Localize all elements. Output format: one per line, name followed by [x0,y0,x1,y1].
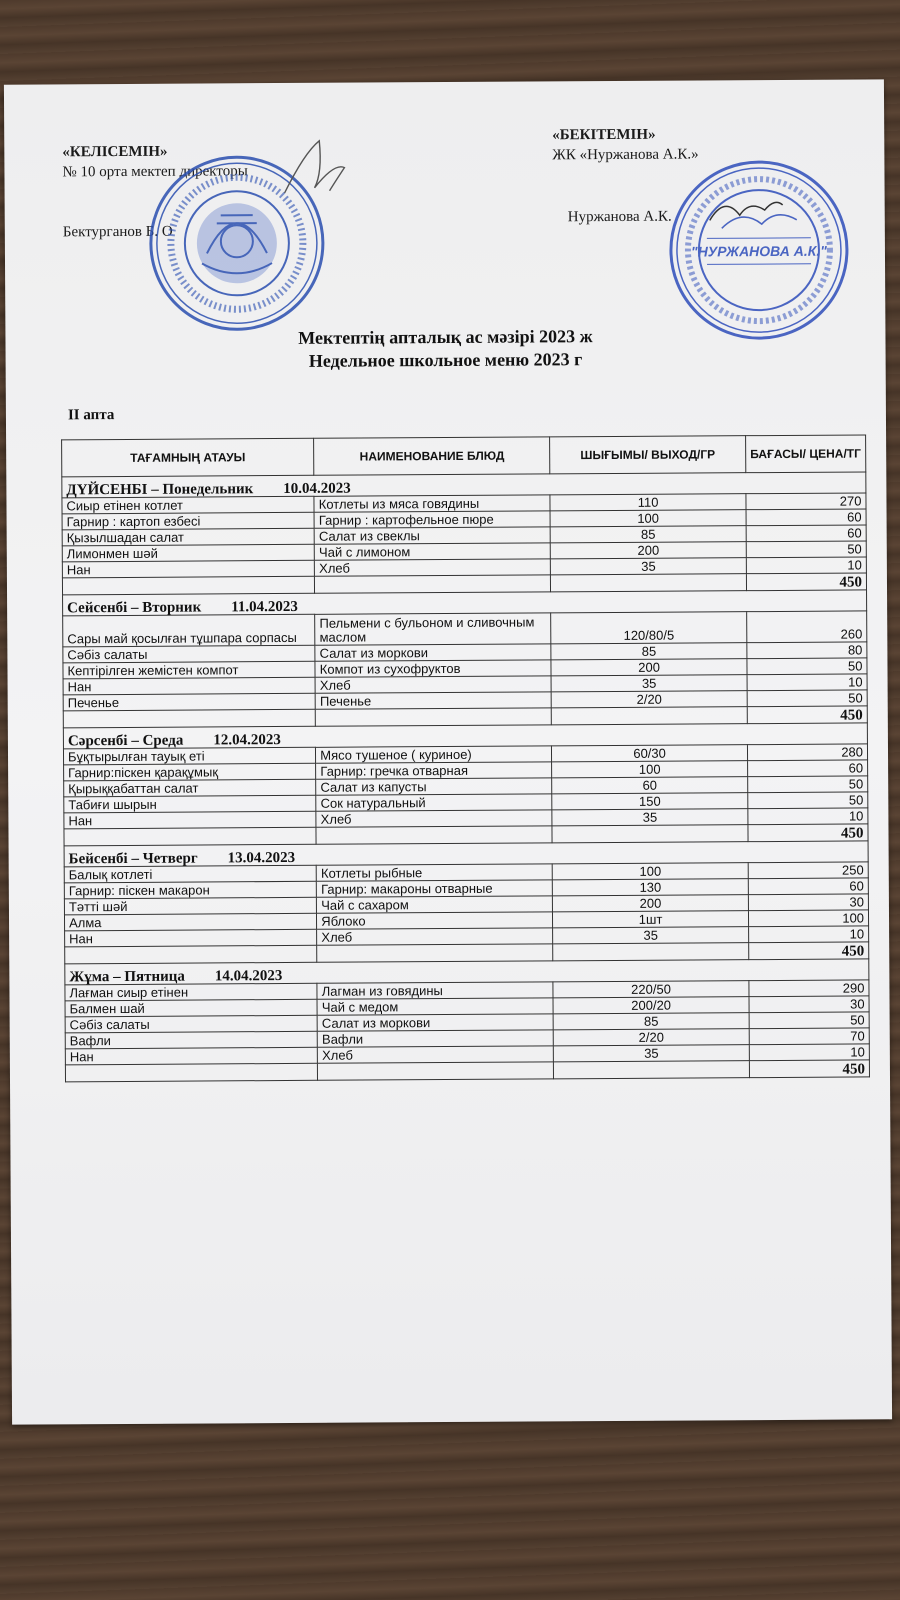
dish-output: 100 [552,761,747,778]
empty-cell [318,1062,554,1080]
dish-name-ru: Хлеб [317,928,553,945]
dish-output: 85 [551,643,746,660]
dish-price: 10 [746,557,866,574]
dish-output: 200 [551,659,746,676]
dish-name-kz: Сиыр етінен котлет [62,496,314,514]
day-total: 450 [748,824,868,842]
dish-price: 50 [746,541,866,558]
dish-output: 35 [551,558,746,575]
day-date: 10.04.2023 [283,480,351,498]
dish-output: 110 [550,494,745,511]
dish-name-ru: Хлеб [316,810,552,827]
day-date: 11.04.2023 [231,598,298,616]
dish-price: 100 [748,910,868,927]
left-approval-title: «КЕЛІСЕМІН» [62,143,168,161]
table-header-row [62,435,866,477]
entrepreneur-seal-stamp [666,158,852,344]
day-name: Бейсенбі – Четверг [68,850,198,868]
menu-title-kz: Мектептің апталық ас мәзірі 2023 ж [298,326,593,348]
dish-name-kz: Гарнир: піскен макарон [64,881,316,899]
dish-price: 50 [749,1012,869,1029]
dish-price: 60 [747,760,867,777]
right-approval-title: «БЕКІТЕМІН» [552,126,656,144]
dish-output: 35 [552,809,747,826]
dish-name-kz: Балмен шай [65,999,317,1017]
dish-name-kz: Печенье [63,693,315,711]
dish-name-kz: Сәбіз салаты [63,645,315,663]
dish-name-ru: Гарнир: макароны отварные [317,880,553,897]
dish-output: 35 [551,675,746,692]
empty-cell [65,945,317,964]
right-signature [705,190,785,230]
dish-output: 60 [552,777,747,794]
dish-price: 60 [746,525,866,542]
dish-output: 150 [552,793,747,810]
empty-cell [552,707,747,725]
day-name: Жұма – Пятница [69,968,185,986]
left-signature [274,133,354,203]
dish-name-ru: Котлеты из мяса говядины [314,495,550,512]
dish-name-kz: Нан [62,560,314,578]
empty-cell [63,709,315,728]
empty-cell [315,575,551,593]
col-header-output: ШЫҒЫМЫ/ ВЫХОД/ГР [550,436,746,474]
empty-cell [315,708,551,726]
dish-price: 290 [749,980,869,997]
dish-name-kz: Нан [65,1047,317,1065]
dish-price: 280 [747,744,867,761]
dish-price: 30 [748,894,868,911]
dish-price: 50 [747,690,867,707]
day-total: 450 [749,1060,869,1078]
day-total: 450 [746,573,866,591]
dish-name-ru: Хлеб [315,676,551,693]
col-header-name-kz: ТАҒАМНЫҢ АТАУЫ [62,438,314,477]
dish-output: 60/30 [552,745,747,762]
dish-name-ru: Лагман из говядины [317,982,553,999]
dish-name-kz: Қызылшадан салат [62,528,314,546]
day-date: 14.04.2023 [214,968,283,985]
dish-name-ru: Чай с сахаром [317,896,553,913]
table-row [63,611,867,647]
dish-name-ru: Сок натуральный [316,794,552,811]
dish-name-ru: Чай с лимоном [314,543,550,560]
dish-name-kz: Кептірілген жемістен компот [63,661,315,679]
dish-output: 220/50 [553,981,748,998]
dish-name-ru: Печенье [315,692,551,709]
dish-price: 70 [749,1028,869,1045]
dish-name-ru: Салат из свеклы [314,527,550,544]
dish-price: 10 [748,808,868,825]
col-header-name-ru: НАИМЕНОВАНИЕ БЛЮД [314,437,550,475]
left-signer-name: Бектурганов Б. О [62,223,173,241]
dish-name-kz: Сары май қосылған тұшпара сорпасы [63,614,315,647]
dish-name-ru: Котлеты рыбные [316,864,552,881]
day-date: 13.04.2023 [227,849,296,867]
dish-name-ru: Пельмени с бульоном и сливочным маслом [315,613,551,645]
dish-name-kz: Алма [64,913,316,931]
dish-name-kz: Вафли [65,1031,317,1049]
dish-name-ru: Мясо тушеное ( куриное) [316,746,552,763]
dish-name-kz: Табиғи шырын [64,795,316,813]
dish-output: 130 [553,879,748,896]
dish-name-kz: Нан [64,811,316,829]
dish-output: 200 [553,895,748,912]
dish-price: 60 [746,509,866,526]
dish-name-ru: Вафли [317,1030,553,1047]
dish-name-kz: Қырыққабаттан салат [64,779,316,797]
dish-name-ru: Хлеб [315,559,551,576]
dish-name-kz: Лағман сиыр етінен [65,983,317,1001]
dish-output: 85 [553,1013,748,1030]
dish-name-kz: Нан [65,929,317,947]
dish-name-kz: Гарнир : картоп езбесі [62,512,314,530]
dish-output: 35 [553,927,748,944]
dish-name-ru: Гарнир: гречка отварная [316,762,552,779]
dish-output: 100 [553,863,748,880]
dish-name-kz: Бұқтырылған тауық еті [63,747,315,765]
dish-name-kz: Тәтті шәй [64,897,316,915]
dish-price: 270 [746,493,866,510]
stamp-name-text: "НУРЖАНОВА А.К." [690,242,827,260]
dish-price: 50 [747,658,867,675]
dish-name-ru: Хлеб [318,1046,554,1063]
empty-cell [552,825,747,843]
dish-name-ru: Гарнир : картофельное пюре [314,511,550,528]
day-total: 450 [747,706,867,724]
menu-document [4,79,892,1424]
dish-price: 80 [747,642,867,659]
menu-title-ru: Недельное школьное меню 2023 г [308,349,583,371]
right-approval-line: ЖК «Нуржанова А.К.» [552,146,699,164]
empty-cell [316,826,552,844]
empty-cell [553,943,748,961]
day-name: ДҮЙСЕНБІ – Понедельник [66,481,254,499]
dish-name-kz: Балық котлеті [64,865,316,883]
dish-name-ru: Салат из моркови [315,644,551,661]
dish-price: 50 [747,776,867,793]
dish-price: 10 [747,674,867,691]
dish-price: 260 [746,611,866,643]
day-name: Сәрсенбі – Среда [67,732,184,750]
day-total: 450 [748,942,868,960]
dish-output: 100 [550,510,745,527]
dish-output: 85 [551,526,746,543]
dish-name-kz: Лимонмен шәй [62,544,314,562]
dish-price: 10 [748,926,868,943]
dish-price: 10 [749,1044,869,1061]
empty-cell [64,827,316,846]
dish-output: 1шт [553,911,748,928]
dish-output: 2/20 [552,691,747,708]
dish-price: 30 [749,996,869,1013]
dish-name-ru: Салат из капусты [316,778,552,795]
empty-cell [62,576,314,595]
empty-cell [551,574,746,592]
dish-name-ru: Яблоко [317,912,553,929]
col-header-price: БАҒАСЫ/ ЦЕНА/ТГ [745,435,865,473]
dish-name-ru: Чай с медом [317,998,553,1015]
dish-output: 35 [554,1045,749,1062]
day-total-row [65,1060,869,1082]
dish-name-ru: Салат из моркови [317,1014,553,1031]
day-name: Сейсенбі – Вторник [67,599,202,617]
dish-output: 200 [551,542,746,559]
left-approval-line: № 10 орта мектеп директоры [62,163,248,181]
dish-price: 50 [748,792,868,809]
dish-output: 120/80/5 [551,612,747,644]
dish-name-kz: Гарнир:піскен қарақұмық [64,763,316,781]
week-label: II апта [67,407,115,424]
day-date: 12.04.2023 [213,732,281,749]
right-signer-name: Нуржанова А.К. [567,208,672,226]
empty-cell [65,1063,317,1082]
dish-name-ru: Компот из сухофруктов [315,660,551,677]
dish-name-kz: Нан [63,677,315,695]
dish-output: 200/20 [553,997,748,1014]
menu-table [61,434,870,1082]
dish-price: 60 [748,878,868,895]
dish-output: 2/20 [554,1029,749,1046]
dish-price: 250 [748,862,868,879]
empty-cell [554,1061,749,1079]
dish-name-kz: Сәбіз салаты [65,1015,317,1033]
empty-cell [317,944,553,962]
